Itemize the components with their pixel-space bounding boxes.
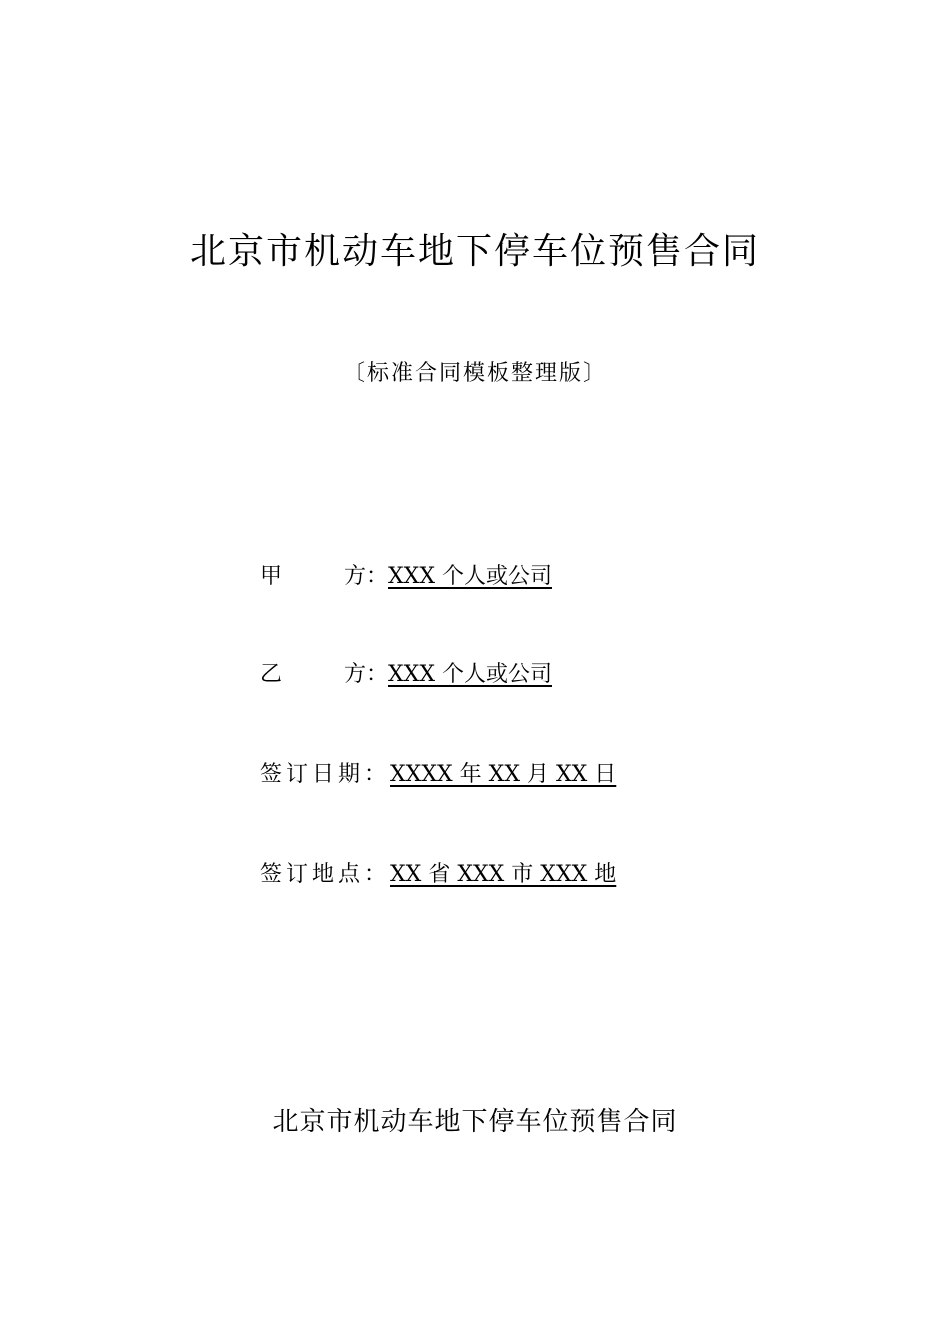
party-a-label-suffix: 方： [343,564,388,589]
document-title: 北京市机动车地下停车位预售合同 [189,231,760,272]
party-b-label-suffix: 方： [343,662,388,687]
party-a-field [260,560,614,594]
footer-title: 北京市机动车地下停车位预售合同 [272,1107,678,1137]
signing-date-field [260,758,638,792]
party-b-label-char: 乙 [260,662,283,687]
signing-date-label: 签订日期： [260,762,391,787]
party-b-value: XXX 个人或公司 [388,662,552,687]
document-subtitle: 〔标准合同模板整理版〕 [342,361,607,386]
party-b-field [260,658,614,692]
party-a-label [260,560,388,594]
party-a-label-char: 甲 [260,564,283,589]
party-b-label [260,658,388,692]
signing-place-label: 签订地点： [260,862,391,887]
signing-place-field [260,858,616,892]
signing-date-value: XXXX 年 XX 月 XX 日 [390,762,617,787]
signing-place-value: XX 省 XXX 市 XXX 地 [390,862,617,887]
party-a-value: XXX 个人或公司 [388,564,552,589]
